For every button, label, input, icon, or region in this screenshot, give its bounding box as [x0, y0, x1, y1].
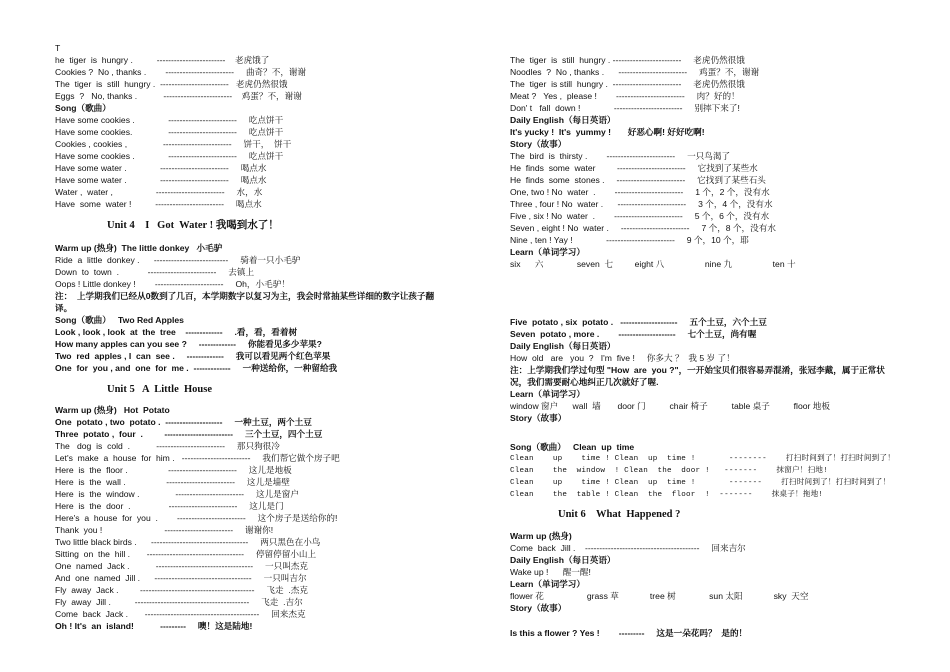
text-line: Two little black birds . ---------------------------------- 两只黑色在小鸟	[55, 537, 321, 547]
text-line: Story（故事）	[510, 139, 567, 149]
text-line: Three potato , four . ------------------------ 三个土豆，四个土豆	[55, 429, 323, 439]
text-line: Cookies , cookies , ------------------------ 饼干， 饼干	[55, 139, 292, 149]
text-line: The tiger is still hungry . ------------------------ 老虎仍然很饿	[510, 79, 745, 89]
text-line: Look , look , look at the tree ------------- .看，看，看着树	[55, 327, 298, 337]
text-line: One potato , two potato . -------------------- 一种土豆，两个土豆	[55, 417, 312, 427]
text-line: Meat ? Yes , please ! ------------------------ 肉？好的！	[510, 91, 740, 101]
text-line: Ride a little donkey . -------------------------- 骑着一只小毛驴	[55, 255, 301, 265]
text-line: Eggs ? No, thanks . ------------------------ 鸡蛋？不，谢谢	[55, 91, 302, 101]
text-line: The tiger is still hungry . ------------------------ 老虎仍然很饿	[510, 55, 745, 65]
text-line: Have some cookies . ------------------------ 吃点饼干	[55, 115, 284, 125]
text-line: He finds some water ------------------------ 它找到了某些水	[510, 163, 758, 173]
text-line: The tiger is still hungry . ------------------------ 老虎仍然很饿	[55, 79, 288, 89]
text-line: One for you , and one for me . ------------- 一种送给你，一种留给我	[55, 363, 338, 373]
text-line: Fly away Jack . ---------------------------------------- 飞走 .杰克	[55, 585, 308, 595]
text-line: Daily English（每日英语）	[510, 555, 616, 565]
text-line: One, two ! No water . ------------------------ 1 个，2 个，没有水	[510, 187, 770, 197]
text-line: Learn（单词学习）	[510, 389, 585, 399]
text-line: Oops ! Little donkey ! ------------------------ Oh，小毛驴！	[55, 279, 290, 289]
text-line: Learn（单词学习）	[510, 247, 585, 257]
text-line: Seven , eight ! No water . ------------------------ 7 个，8 个，没有水	[510, 223, 776, 233]
text-line: Have some water . ------------------------ 喝点水	[55, 175, 267, 185]
text-line: Cookies ? No , thanks . ------------------------ 曲奇？不，谢谢	[55, 67, 307, 77]
text-line: Nine , ten ! Yay ! ------------------------ 9 个，10 个，耶	[510, 235, 749, 245]
text-line: six 六 seven 七 eight 八 nine 九 ten 十	[510, 259, 796, 269]
text-line: Daily English（每日英语）	[510, 341, 616, 351]
text-line: Wake up ! 醒一醒!	[510, 567, 591, 577]
text-line: Here is the door . ------------------------ 这儿是门	[55, 501, 284, 511]
text-line: 译。	[55, 303, 73, 313]
text-line: Warm up (热身) The little donkey 小毛驴	[55, 243, 223, 253]
text-line: Have some cookies . ------------------------ 吃点饼干	[55, 151, 284, 161]
text-line: Five , six ! No water . ------------------------ 5 个，6 个，没有水	[510, 211, 770, 221]
text-line: How old are you ? I'm five ! 你多大 ？ 我 5 岁 了！	[510, 353, 735, 363]
text-line: Have some water . ------------------------ 喝点水	[55, 163, 267, 173]
text-line: He finds some stones . ------------------------ 它找到了某些石头	[510, 175, 766, 185]
text-line: Fly away Jill . ---------------------------------------- 飞走 .吉尔	[55, 597, 303, 607]
text-line: Unit 5 A Little House	[107, 384, 213, 395]
text-line: Clean the table ! Clean the floor ! ------- 抹桌子！拖地!	[510, 491, 824, 499]
text-line: Sitting on the hill . ---------------------------------- 停留停留小山上	[55, 549, 317, 559]
text-line: How many apples can you see ? ------------- 你能看见多少苹果?	[55, 339, 322, 349]
text-line: It's yucky ! It's yummy ! 好恶心啊! 好好吃啊!	[510, 127, 705, 137]
text-line: Clean the window ! Clean the door ! ------- 抹窗户！扫地!	[510, 467, 828, 475]
text-line: window 窗户 wall 墙 door 门 chair 椅子 table 桌子 floor 地板	[510, 401, 830, 411]
text-line: Come back Jill . ---------------------------------------- 回来吉尔	[510, 543, 746, 553]
text-line: Daily English（每日英语）	[510, 115, 616, 125]
text-line: Don' t fall down ! ------------------------ 别摔下来了!	[510, 103, 740, 113]
text-line: he tiger is hungry . ------------------------ 老虎饿了	[55, 55, 270, 65]
text-line: Two red apples , I can see . ------------- 我可以看见两个红色苹果	[55, 351, 331, 361]
text-line: 注： 上学期我们已经从0数到了几百，本学期数字以复习为主，我会时常抽某些详细的数字让孩子翻	[55, 291, 435, 301]
text-line: Have some cookies. ------------------------ 吃点饼干	[55, 127, 284, 137]
text-line: Unit 4 I Got Water ! 我喝到水了！	[107, 220, 279, 231]
text-line: One named Jack . ---------------------------------- 一只叫杰克	[55, 561, 308, 571]
text-line: Unit 6 What Happened ?	[558, 509, 681, 520]
text-line: Song（歌曲） Clean up time	[510, 442, 635, 452]
text-line: Three , four ! No water . ------------------------ 3 个，4 个，没有水	[510, 199, 773, 209]
text-line: Thank you ! ------------------------ 谢谢你!	[55, 525, 274, 535]
text-line: Oh ! It's an island! --------- 噢！这是陆地!	[55, 621, 253, 631]
text-line: Five potato , six potato . -------------------- 五个土豆，六个土豆	[510, 317, 767, 327]
text-line: Warm up (热身)	[510, 531, 572, 541]
text-line: Story（故事）	[510, 603, 567, 613]
text-line: Clean up time ! Clean up time ! ------- 打扫时间到了！打扫时间到了！	[510, 479, 891, 487]
text-line: Song（歌曲） Two Red Apples	[55, 315, 184, 325]
text-line: Water , water , ------------------------ 水，水	[55, 187, 263, 197]
text-line: flower 花 grass 草 tree 树 sun 太阳 sky 天空	[510, 591, 809, 601]
text-line: The bird is thirsty . ------------------------ 一只鸟渴了	[510, 151, 731, 161]
text-line: Have some water ! ------------------------ 喝点水	[55, 199, 262, 209]
text-line: Come back Jack . ---------------------------------------- 回来杰克	[55, 609, 306, 619]
text-line: Clean up time ! Clean up time ! -------- 打扫时间到了！打扫时间到了！	[510, 455, 896, 463]
text-line: Here is the window . ------------------------ 这儿是窗户	[55, 489, 299, 499]
text-line: T	[55, 43, 61, 53]
text-line: Here is the wall . ------------------------ 这儿是墙壁	[55, 477, 290, 487]
text-line: 注：上学期我们学过句型 "How are you ?"，一开始宝贝们很容易弄混淆，张冠李戴，属于正常状	[510, 365, 885, 375]
text-line: Here is the floor . ------------------------ 这儿是地板	[55, 465, 292, 475]
text-line: Noodles ? No , thanks . ------------------------ 鸡蛋？不，谢谢	[510, 67, 760, 77]
text-line: Learn（单词学习）	[510, 579, 585, 589]
text-line: Let's make a house for him . ------------------------ 我们帮它做个房子吧	[55, 453, 340, 463]
text-line: Seven potato , more . -------------------- 七个土豆，尚有喔	[510, 329, 757, 339]
text-line: Down to town . ------------------------ 去镇上	[55, 267, 255, 277]
text-line: Here's a house for you . ------------------------ 这个房子是送给你的!	[55, 513, 338, 523]
text-line: Song（歌曲）	[55, 103, 111, 113]
text-line: Story（故事）	[510, 413, 567, 423]
text-line: Is this a flower ? Yes ! --------- 这是一朵花吗？ 是的！	[510, 628, 748, 638]
text-line: 况，我们需要耐心地纠正几次就好了喔.	[510, 377, 659, 387]
text-line: And one named Jill . ---------------------------------- 一只叫吉尔	[55, 573, 307, 583]
text-line: Warm up (热身) Hot Potato	[55, 405, 170, 415]
text-line: The dog is cold . ------------------------ 那只狗很冷	[55, 441, 280, 451]
